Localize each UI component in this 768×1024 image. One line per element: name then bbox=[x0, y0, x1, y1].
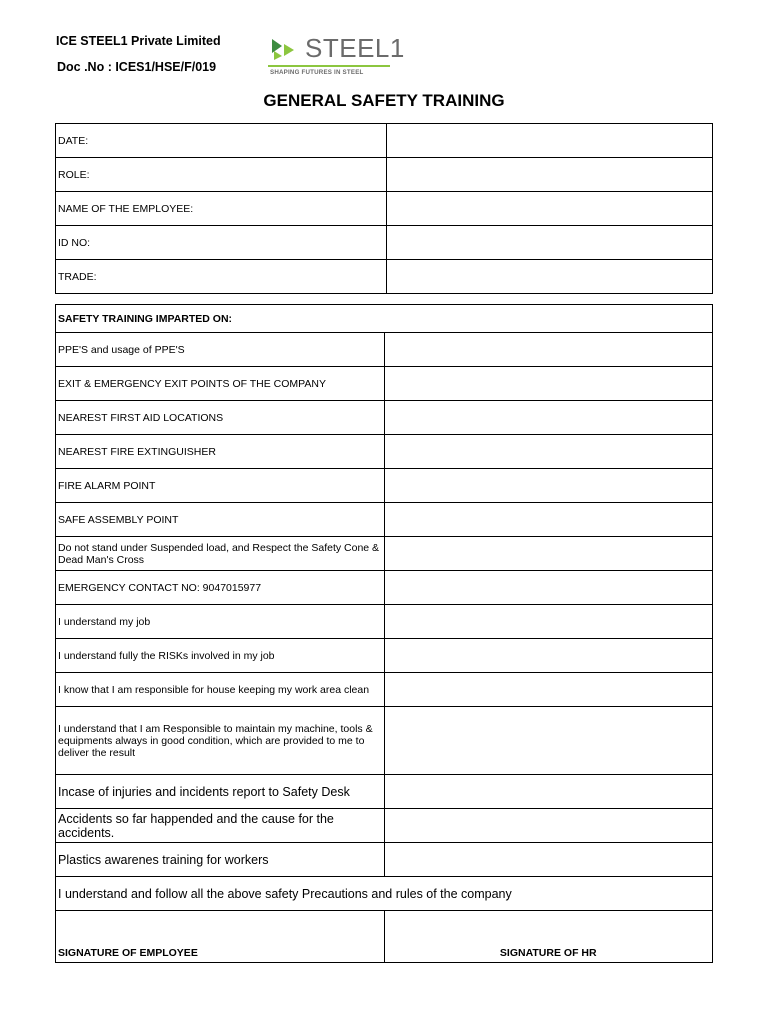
training-row bbox=[56, 571, 713, 605]
form-title: GENERAL SAFETY TRAINING bbox=[263, 91, 505, 110]
trade-label: TRADE: bbox=[56, 260, 387, 294]
training-row bbox=[56, 843, 713, 877]
employee-signature-field[interactable]: SIGNATURE OF EMPLOYEE bbox=[56, 911, 385, 963]
training-row bbox=[56, 639, 713, 673]
training-item: Incase of injuries and incidents report to Safety Desk bbox=[56, 775, 385, 809]
training-check-field[interactable] bbox=[384, 537, 713, 571]
training-check-field[interactable] bbox=[384, 503, 713, 537]
role-field[interactable] bbox=[387, 158, 713, 192]
safety-training-table bbox=[55, 304, 713, 963]
declaration-text: I understand and follow all the above safety Precautions and rules of the company bbox=[56, 877, 713, 911]
training-check-field[interactable] bbox=[384, 571, 713, 605]
info-row-role bbox=[56, 158, 713, 192]
logo-wordmark: STEEL1 bbox=[305, 33, 405, 63]
emergency-contact: EMERGENCY CONTACT NO: 9047015977 bbox=[56, 571, 385, 605]
date-label: DATE: bbox=[56, 124, 387, 158]
training-row bbox=[56, 435, 713, 469]
training-header: SAFETY TRAINING IMPARTED ON: bbox=[56, 305, 713, 333]
training-item: I know that I am responsible for house keeping my work area clean bbox=[56, 673, 385, 707]
training-row bbox=[56, 401, 713, 435]
training-item: NEAREST FIRE EXTINGUISHER bbox=[56, 435, 385, 469]
info-row-employee-name bbox=[56, 192, 713, 226]
employee-info-table bbox=[55, 123, 713, 294]
training-check-field[interactable] bbox=[384, 673, 713, 707]
signature-row bbox=[56, 911, 713, 963]
info-row-trade bbox=[56, 260, 713, 294]
training-item: Plastics awarenes training for workers bbox=[56, 843, 385, 877]
training-check-field[interactable] bbox=[384, 707, 713, 775]
training-check-field[interactable] bbox=[384, 809, 713, 843]
training-item: EXIT & EMERGENCY EXIT POINTS OF THE COMPANY bbox=[56, 367, 385, 401]
id-field[interactable] bbox=[387, 226, 713, 260]
date-field[interactable] bbox=[387, 124, 713, 158]
role-label: ROLE: bbox=[56, 158, 387, 192]
trade-field[interactable] bbox=[387, 260, 713, 294]
training-row bbox=[56, 537, 713, 571]
training-check-field[interactable] bbox=[384, 401, 713, 435]
training-item: Accidents so far happended and the cause for the accidents. bbox=[56, 809, 385, 843]
info-row-id bbox=[56, 226, 713, 260]
training-item: I understand my job bbox=[56, 605, 385, 639]
training-check-field[interactable] bbox=[384, 605, 713, 639]
training-item: I understand fully the RISKs involved in my job bbox=[56, 639, 385, 673]
declaration-row bbox=[56, 877, 713, 911]
training-check-field[interactable] bbox=[384, 333, 713, 367]
training-header-row bbox=[56, 305, 713, 333]
training-item: I understand that I am Responsible to maintain my machine, tools & equipments always in good condition, which are provided to me to deliver the result bbox=[56, 707, 385, 775]
company-logo bbox=[268, 33, 405, 79]
training-row bbox=[56, 673, 713, 707]
training-check-field[interactable] bbox=[384, 469, 713, 503]
training-item: FIRE ALARM POINT bbox=[56, 469, 385, 503]
training-check-field[interactable] bbox=[384, 367, 713, 401]
training-item: SAFE ASSEMBLY POINT bbox=[56, 503, 385, 537]
logo-underline bbox=[268, 65, 390, 67]
hr-signature-field[interactable]: SIGNATURE OF HR bbox=[384, 911, 713, 963]
training-row bbox=[56, 775, 713, 809]
logo-tagline: SHAPING FUTURES IN STEEL bbox=[270, 69, 364, 76]
training-item: PPE'S and usage of PPE'S bbox=[56, 333, 385, 367]
training-item: Do not stand under Suspended load, and Respect the Safety Cone & Dead Man's Cross bbox=[56, 537, 385, 571]
training-check-field[interactable] bbox=[384, 435, 713, 469]
training-check-field[interactable] bbox=[384, 639, 713, 673]
document-number: Doc .No : ICES1/HSE/F/019 bbox=[57, 60, 217, 74]
training-check-field[interactable] bbox=[384, 843, 713, 877]
company-name: ICE STEEL1 Private Limited bbox=[56, 34, 221, 48]
training-row bbox=[56, 469, 713, 503]
training-row bbox=[56, 333, 713, 367]
training-row bbox=[56, 367, 713, 401]
info-row-date bbox=[56, 124, 713, 158]
training-item: NEAREST FIRST AID LOCATIONS bbox=[56, 401, 385, 435]
training-row bbox=[56, 503, 713, 537]
training-row bbox=[56, 707, 713, 775]
training-check-field[interactable] bbox=[384, 775, 713, 809]
training-row bbox=[56, 809, 713, 843]
steel1-logo-icon bbox=[270, 37, 300, 61]
employee-name-field[interactable] bbox=[387, 192, 713, 226]
employee-name-label: NAME OF THE EMPLOYEE: bbox=[56, 192, 387, 226]
training-row bbox=[56, 605, 713, 639]
id-label: ID NO: bbox=[56, 226, 387, 260]
